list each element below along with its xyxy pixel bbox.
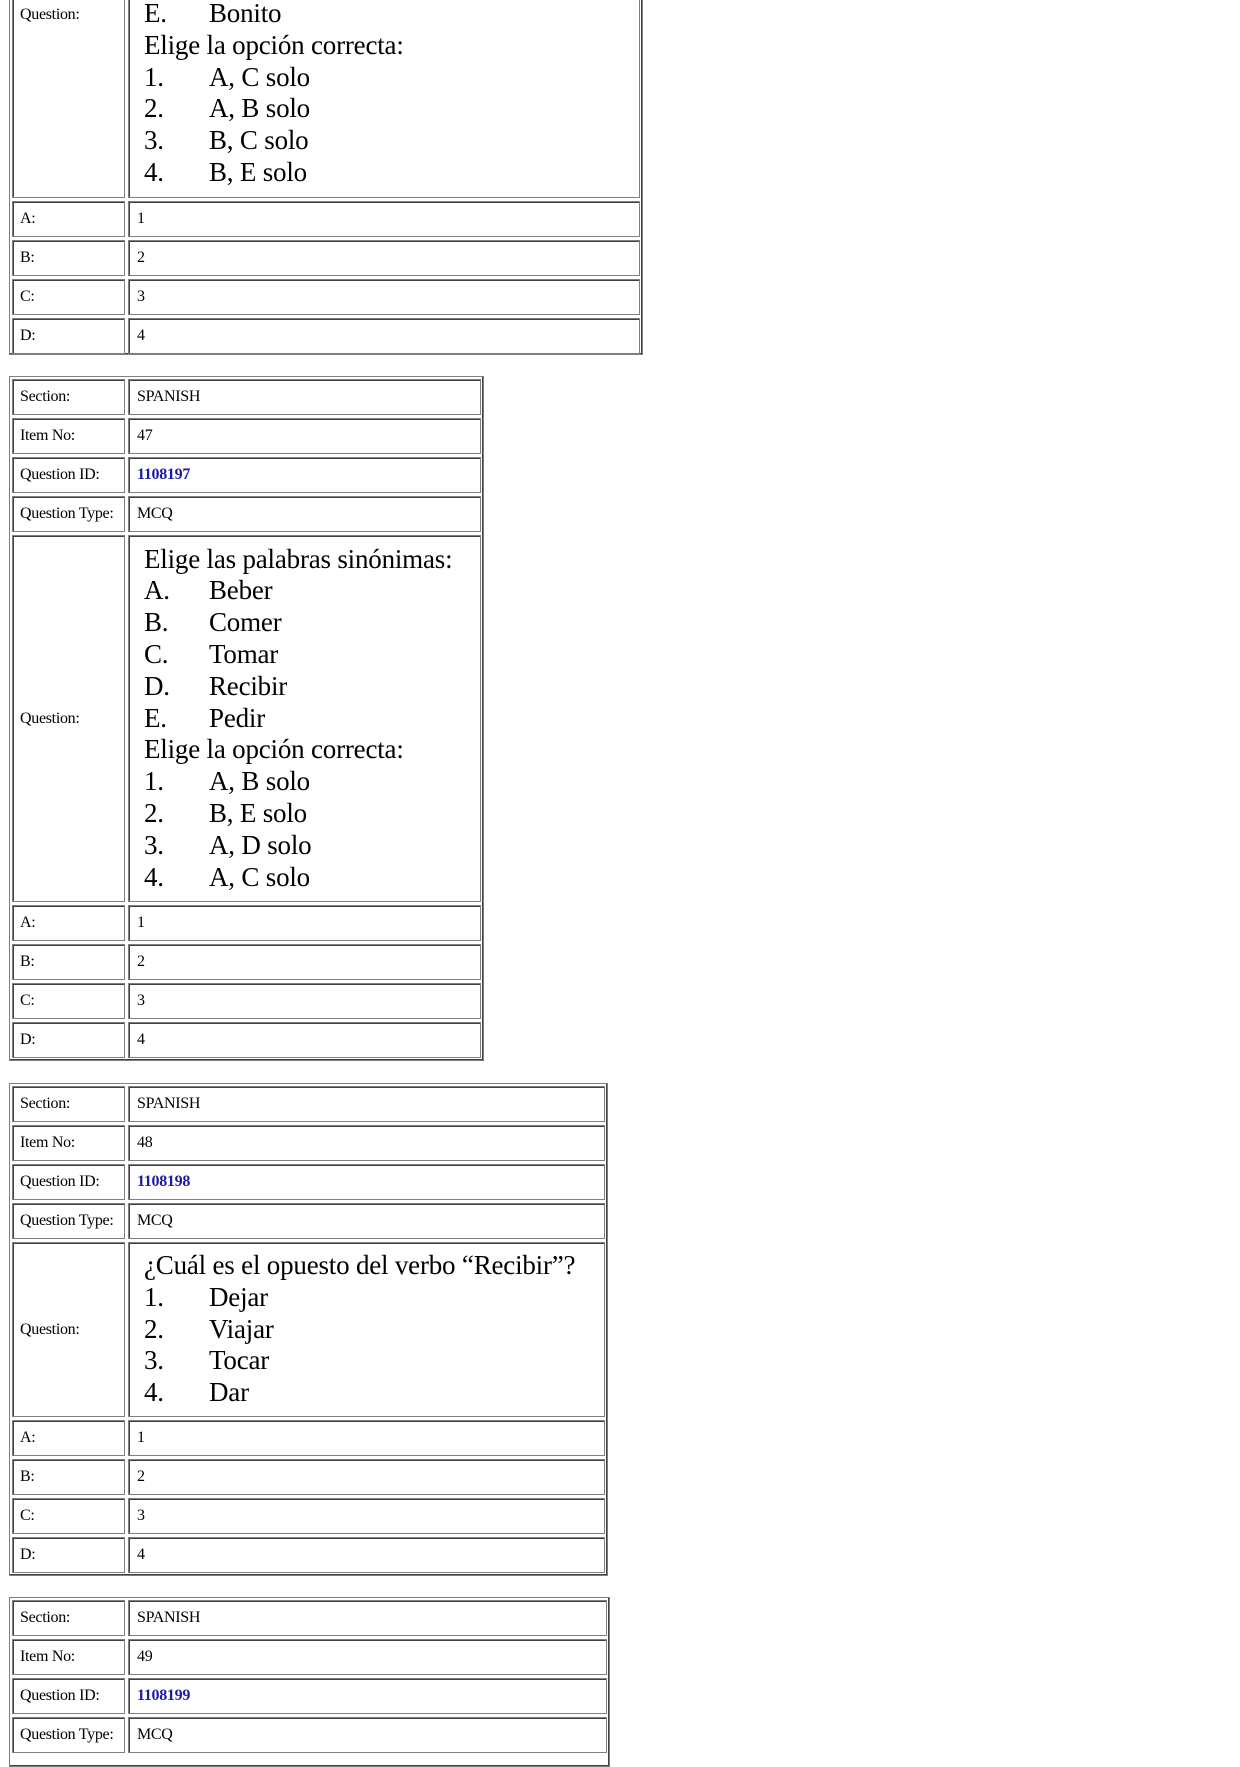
question-text <box>128 1242 605 1417</box>
question-line <box>144 544 452 576</box>
question-line <box>144 671 287 703</box>
question-line-text: Comer <box>209 607 282 638</box>
option-a-value: 1 <box>128 1420 605 1456</box>
question-type-label: Question Type: <box>12 1717 125 1753</box>
option-a-label: A: <box>12 1420 125 1456</box>
row-option-a <box>12 1420 605 1456</box>
option-d-label: D: <box>12 1537 125 1573</box>
row-option-a <box>12 201 640 237</box>
item-no-label: Item No: <box>12 418 125 454</box>
question-line-text: Dejar <box>209 1281 268 1312</box>
question-type-label: Question Type: <box>12 496 125 532</box>
question-line-marker: 4. <box>144 156 164 187</box>
question-table-partial <box>9 0 643 355</box>
row-item-no <box>12 1639 607 1675</box>
option-c-value: 3 <box>128 279 640 315</box>
section-label: Section: <box>12 379 125 415</box>
question-line-marker: 4. <box>144 1377 164 1408</box>
question-line-marker: 3. <box>144 125 164 156</box>
question-line <box>144 125 308 157</box>
question-line <box>144 1314 274 1346</box>
question-line <box>144 0 281 30</box>
row-item-no <box>12 418 481 454</box>
item-no-value: 48 <box>128 1125 605 1161</box>
row-option-c <box>12 1498 605 1534</box>
question-line-text: Recibir <box>209 670 288 701</box>
option-d-label: D: <box>12 1022 125 1058</box>
question-line-marker: 4. <box>144 861 164 892</box>
question-line-marker: 2. <box>144 797 164 828</box>
question-line <box>144 1345 269 1377</box>
option-c-value: 3 <box>128 1498 605 1534</box>
question-text <box>128 0 640 198</box>
question-line <box>144 575 272 607</box>
question-line-text: ¿Cuál es el opuesto del verbo “Recibir”? <box>144 1250 576 1280</box>
question-line-text: Pedir <box>209 702 265 733</box>
option-c-label: C: <box>12 279 125 315</box>
question-line-text: A, B solo <box>209 93 310 124</box>
option-b-label: B: <box>12 240 125 276</box>
item-no-label: Item No: <box>12 1639 125 1675</box>
row-section <box>12 379 481 415</box>
row-question <box>12 535 481 902</box>
item-no-value: 47 <box>128 418 481 454</box>
question-line-text: Elige las palabras sinónimas: <box>144 543 453 574</box>
row-question-type <box>12 1717 607 1753</box>
question-line <box>144 798 307 830</box>
row-option-b <box>12 944 481 980</box>
option-d-label: D: <box>12 318 125 354</box>
row-section <box>12 1600 607 1636</box>
option-a-value: 1 <box>128 201 640 237</box>
question-line <box>144 639 278 671</box>
question-line-text: Beber <box>209 575 273 606</box>
option-a-label: A: <box>12 201 125 237</box>
question-line <box>144 1377 249 1409</box>
row-question-type <box>12 496 481 532</box>
question-line <box>144 157 307 189</box>
question-line-text: Dar <box>209 1377 249 1408</box>
option-a-value: 1 <box>128 905 481 941</box>
question-line <box>144 607 282 639</box>
question-id-label: Question ID: <box>12 1678 125 1714</box>
question-line <box>144 62 310 94</box>
option-d-value: 4 <box>128 1537 605 1573</box>
option-b-value: 2 <box>128 944 481 980</box>
row-option-b <box>12 240 640 276</box>
question-line <box>144 93 310 125</box>
option-d-value: 4 <box>128 1022 481 1058</box>
question-line-marker: 1. <box>144 61 164 92</box>
row-option-c <box>12 983 481 1019</box>
question-line-text: A, C solo <box>209 61 310 92</box>
option-c-label: C: <box>12 1498 125 1534</box>
question-line-marker: A. <box>144 575 170 606</box>
question-line-marker: 3. <box>144 1345 164 1376</box>
row-option-d <box>12 1022 481 1058</box>
section-value: SPANISH <box>128 1600 607 1636</box>
question-table-item-49 <box>9 1597 610 1767</box>
question-line-text: B, E solo <box>209 156 307 187</box>
question-type-value: MCQ <box>128 1717 607 1753</box>
question-line <box>144 703 265 735</box>
question-line-text: Tocar <box>209 1345 270 1376</box>
question-line <box>144 734 404 766</box>
row-option-a <box>12 905 481 941</box>
option-b-label: B: <box>12 944 125 980</box>
question-table-item-47 <box>9 376 484 1061</box>
question-table-item-48 <box>9 1083 608 1576</box>
option-b-label: B: <box>12 1459 125 1495</box>
row-option-d <box>12 1537 605 1573</box>
row-section <box>12 1086 605 1122</box>
row-item-no <box>12 1125 605 1161</box>
question-line-text: B, E solo <box>209 797 307 828</box>
row-question <box>12 0 640 198</box>
question-line <box>144 1250 575 1282</box>
question-label: Question: <box>12 535 125 902</box>
question-line-text: A, C solo <box>209 861 310 892</box>
question-line-marker: E. <box>144 702 167 733</box>
option-c-value: 3 <box>128 983 481 1019</box>
question-line-text: A, B solo <box>209 766 310 797</box>
question-line <box>144 1282 268 1314</box>
question-type-value: MCQ <box>128 496 481 532</box>
question-line-marker: E. <box>144 0 167 28</box>
question-line <box>144 862 310 894</box>
question-line-text: Elige la opción correcta: <box>144 29 404 60</box>
option-b-value: 2 <box>128 240 640 276</box>
question-line-marker: 1. <box>144 766 164 797</box>
item-no-value: 49 <box>128 1639 607 1675</box>
row-option-c <box>12 279 640 315</box>
item-no-label: Item No: <box>12 1125 125 1161</box>
row-question-id <box>12 1678 607 1714</box>
question-text <box>128 535 481 902</box>
question-line-text: B, C solo <box>209 125 309 156</box>
question-line-text: Viajar <box>209 1313 274 1344</box>
question-id-label: Question ID: <box>12 1164 125 1200</box>
question-type-label: Question Type: <box>12 1203 125 1239</box>
question-type-value: MCQ <box>128 1203 605 1239</box>
option-a-label: A: <box>12 905 125 941</box>
section-label: Section: <box>12 1600 125 1636</box>
question-line-text: Bonito <box>209 0 282 28</box>
row-option-d <box>12 318 640 354</box>
question-id-label: Question ID: <box>12 457 125 493</box>
row-question-type <box>12 1203 605 1239</box>
row-question-id <box>12 1164 605 1200</box>
row-option-b <box>12 1459 605 1495</box>
section-label: Section: <box>12 1086 125 1122</box>
question-line <box>144 830 311 862</box>
question-label: Question: <box>12 1242 125 1417</box>
row-question <box>12 1242 605 1417</box>
question-line-marker: B. <box>144 607 169 638</box>
question-line-text: Elige la opción correcta: <box>144 734 404 765</box>
question-line-marker: 1. <box>144 1281 164 1312</box>
question-line-marker: D. <box>144 670 170 701</box>
question-line <box>144 766 310 798</box>
question-line-marker: 2. <box>144 1313 164 1344</box>
option-d-value: 4 <box>128 318 640 354</box>
question-line-text: A, D solo <box>209 829 312 860</box>
question-line <box>144 30 404 62</box>
row-question-id <box>12 457 481 493</box>
section-value: SPANISH <box>128 379 481 415</box>
question-line-marker: 3. <box>144 829 164 860</box>
question-line-marker: 2. <box>144 93 164 124</box>
option-b-value: 2 <box>128 1459 605 1495</box>
section-value: SPANISH <box>128 1086 605 1122</box>
question-line-text: Tomar <box>209 639 279 669</box>
question-id-value: 1108198 <box>128 1164 605 1200</box>
question-id-value: 1108197 <box>128 457 481 493</box>
question-line-marker: C. <box>144 639 169 669</box>
option-c-label: C: <box>12 983 125 1019</box>
question-id-value: 1108199 <box>128 1678 607 1714</box>
question-label: Question: <box>12 0 125 198</box>
